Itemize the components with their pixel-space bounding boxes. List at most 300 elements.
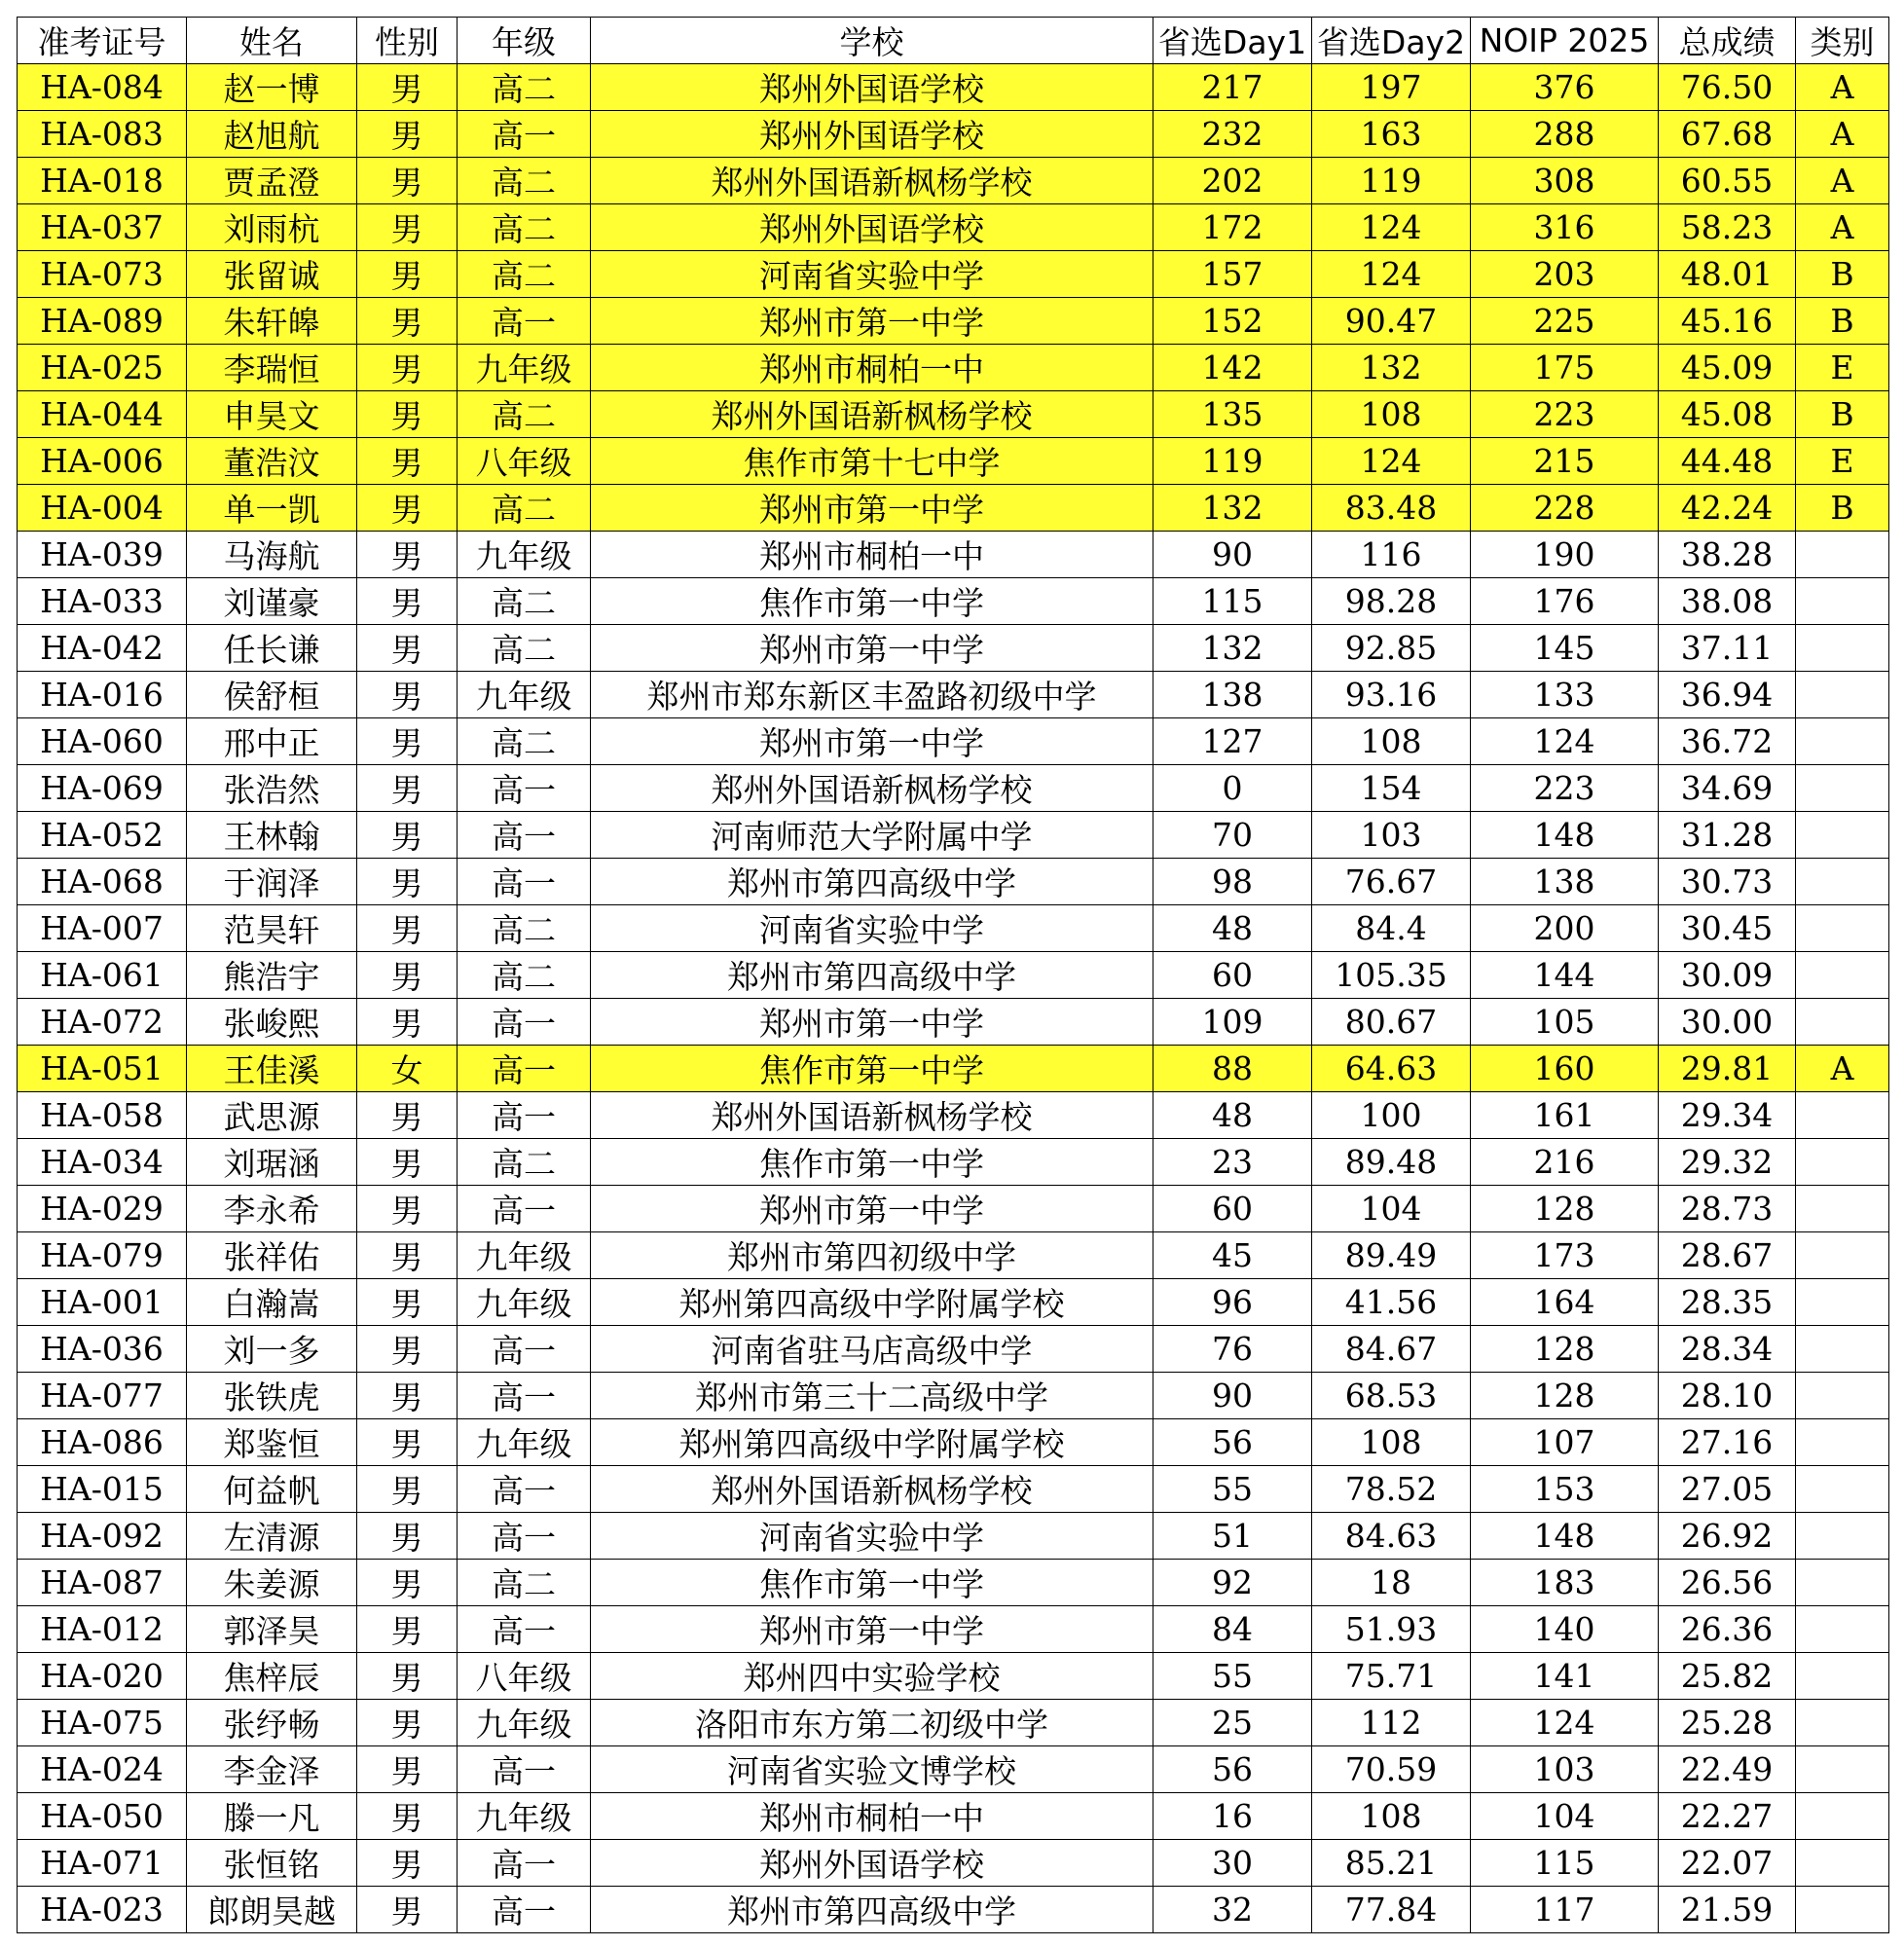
- cell-grade: 高一: [458, 999, 591, 1046]
- cell-total: 76.50: [1659, 64, 1796, 111]
- cell-category: A: [1796, 1046, 1889, 1092]
- table-row: [18, 625, 1889, 672]
- cell-day2: 41.56: [1312, 1279, 1471, 1326]
- cell-gender: 男: [357, 1793, 458, 1840]
- cell-gender: 男: [357, 64, 458, 111]
- cell-grade: 高二: [458, 158, 591, 204]
- cell-gender: 男: [357, 298, 458, 345]
- cell-gender: 男: [357, 485, 458, 532]
- cell-name: 张留诚: [187, 251, 357, 298]
- cell-day2: 112: [1312, 1700, 1471, 1746]
- cell-grade: 高二: [458, 952, 591, 999]
- cell-day2: 92.85: [1312, 625, 1471, 672]
- cell-exam-id: HA-079: [18, 1232, 187, 1279]
- cell-total: 29.32: [1659, 1139, 1796, 1186]
- cell-category: [1796, 578, 1889, 625]
- cell-exam-id: HA-052: [18, 812, 187, 859]
- cell-category: [1796, 859, 1889, 905]
- cell-exam-id: HA-092: [18, 1513, 187, 1560]
- cell-name: 赵旭航: [187, 111, 357, 158]
- table-row: [18, 345, 1889, 391]
- cell-grade: 高二: [458, 1560, 591, 1606]
- cell-category: [1796, 905, 1889, 952]
- cell-gender: 男: [357, 1139, 458, 1186]
- cell-exam-id: HA-006: [18, 438, 187, 485]
- cell-day2: 93.16: [1312, 672, 1471, 718]
- cell-total: 27.05: [1659, 1466, 1796, 1513]
- cell-category: B: [1796, 298, 1889, 345]
- cell-day2: 90.47: [1312, 298, 1471, 345]
- cell-total: 45.09: [1659, 345, 1796, 391]
- cell-exam-id: HA-033: [18, 578, 187, 625]
- cell-name: 任长谦: [187, 625, 357, 672]
- cell-gender: 男: [357, 1466, 458, 1513]
- cell-total: 28.10: [1659, 1373, 1796, 1419]
- cell-noip: 140: [1471, 1606, 1659, 1653]
- cell-name: 于润泽: [187, 859, 357, 905]
- cell-gender: 男: [357, 905, 458, 952]
- cell-noip: 128: [1471, 1373, 1659, 1419]
- cell-name: 郑鉴恒: [187, 1419, 357, 1466]
- cell-day2: 84.67: [1312, 1326, 1471, 1373]
- cell-exam-id: HA-004: [18, 485, 187, 532]
- cell-gender: 男: [357, 1887, 458, 1933]
- cell-school: 郑州市第四高级中学: [591, 859, 1153, 905]
- cell-school: 郑州外国语学校: [591, 1840, 1153, 1887]
- header-grade: 年级: [458, 18, 591, 64]
- cell-exam-id: HA-007: [18, 905, 187, 952]
- cell-school: 郑州市郑东新区丰盈路初级中学: [591, 672, 1153, 718]
- table-row: [18, 298, 1889, 345]
- cell-noip: 376: [1471, 64, 1659, 111]
- cell-category: [1796, 1746, 1889, 1793]
- cell-name: 李金泽: [187, 1746, 357, 1793]
- cell-gender: 男: [357, 345, 458, 391]
- cell-noip: 316: [1471, 204, 1659, 251]
- cell-name: 刘谨豪: [187, 578, 357, 625]
- cell-noip: 153: [1471, 1466, 1659, 1513]
- cell-total: 26.36: [1659, 1606, 1796, 1653]
- header-row: [18, 18, 1889, 64]
- cell-school: 郑州外国语新枫杨学校: [591, 1466, 1153, 1513]
- cell-total: 36.94: [1659, 672, 1796, 718]
- cell-school: 郑州市第四高级中学: [591, 1887, 1153, 1933]
- cell-exam-id: HA-058: [18, 1092, 187, 1139]
- cell-total: 21.59: [1659, 1887, 1796, 1933]
- cell-school: 郑州外国语新枫杨学校: [591, 391, 1153, 438]
- cell-noip: 190: [1471, 532, 1659, 578]
- cell-day1: 48: [1153, 1092, 1312, 1139]
- cell-name: 张铁虎: [187, 1373, 357, 1419]
- cell-grade: 高一: [458, 1373, 591, 1419]
- cell-name: 刘雨杭: [187, 204, 357, 251]
- cell-grade: 高一: [458, 1326, 591, 1373]
- cell-day1: 51: [1153, 1513, 1312, 1560]
- table-row: [18, 1606, 1889, 1653]
- cell-noip: 203: [1471, 251, 1659, 298]
- cell-day1: 92: [1153, 1560, 1312, 1606]
- cell-total: 42.24: [1659, 485, 1796, 532]
- cell-school: 焦作市第十七中学: [591, 438, 1153, 485]
- cell-noip: 223: [1471, 765, 1659, 812]
- table-row: [18, 905, 1889, 952]
- cell-total: 28.34: [1659, 1326, 1796, 1373]
- cell-category: [1796, 1887, 1889, 1933]
- cell-name: 朱姜源: [187, 1560, 357, 1606]
- cell-day2: 83.48: [1312, 485, 1471, 532]
- cell-day2: 78.52: [1312, 1466, 1471, 1513]
- cell-category: [1796, 1793, 1889, 1840]
- cell-noip: 124: [1471, 718, 1659, 765]
- cell-total: 22.27: [1659, 1793, 1796, 1840]
- cell-day1: 142: [1153, 345, 1312, 391]
- cell-category: [1796, 1092, 1889, 1139]
- cell-total: 60.55: [1659, 158, 1796, 204]
- cell-exam-id: HA-069: [18, 765, 187, 812]
- cell-day1: 76: [1153, 1326, 1312, 1373]
- cell-total: 30.09: [1659, 952, 1796, 999]
- cell-exam-id: HA-073: [18, 251, 187, 298]
- cell-noip: 133: [1471, 672, 1659, 718]
- cell-day2: 103: [1312, 812, 1471, 859]
- cell-name: 熊浩宇: [187, 952, 357, 999]
- table-row: [18, 1046, 1889, 1092]
- cell-noip: 148: [1471, 1513, 1659, 1560]
- cell-grade: 高一: [458, 1840, 591, 1887]
- cell-gender: 男: [357, 1419, 458, 1466]
- cell-grade: 八年级: [458, 438, 591, 485]
- cell-name: 张纾畅: [187, 1700, 357, 1746]
- cell-total: 38.28: [1659, 532, 1796, 578]
- cell-day1: 109: [1153, 999, 1312, 1046]
- table-row: [18, 1326, 1889, 1373]
- cell-gender: 男: [357, 1279, 458, 1326]
- cell-day1: 55: [1153, 1466, 1312, 1513]
- cell-day2: 108: [1312, 1793, 1471, 1840]
- cell-school: 郑州第四高级中学附属学校: [591, 1419, 1153, 1466]
- table-row: [18, 1279, 1889, 1326]
- cell-total: 37.11: [1659, 625, 1796, 672]
- cell-grade: 高一: [458, 765, 591, 812]
- cell-day1: 138: [1153, 672, 1312, 718]
- cell-day2: 119: [1312, 158, 1471, 204]
- cell-name: 朱轩皞: [187, 298, 357, 345]
- cell-noip: 117: [1471, 1887, 1659, 1933]
- cell-exam-id: HA-083: [18, 111, 187, 158]
- cell-category: [1796, 765, 1889, 812]
- cell-name: 刘一多: [187, 1326, 357, 1373]
- cell-grade: 高二: [458, 578, 591, 625]
- cell-gender: 男: [357, 1560, 458, 1606]
- cell-school: 郑州外国语学校: [591, 204, 1153, 251]
- cell-name: 马海航: [187, 532, 357, 578]
- cell-category: E: [1796, 438, 1889, 485]
- cell-name: 刘琚涵: [187, 1139, 357, 1186]
- cell-school: 郑州市第一中学: [591, 485, 1153, 532]
- cell-category: [1796, 718, 1889, 765]
- cell-exam-id: HA-012: [18, 1606, 187, 1653]
- score-table: [17, 17, 1889, 1933]
- cell-school: 焦作市第一中学: [591, 1046, 1153, 1092]
- cell-total: 29.81: [1659, 1046, 1796, 1092]
- cell-school: 郑州外国语新枫杨学校: [591, 1092, 1153, 1139]
- cell-school: 郑州四中实验学校: [591, 1653, 1153, 1700]
- cell-name: 滕一凡: [187, 1793, 357, 1840]
- header-day2: 省选Day2: [1312, 18, 1471, 64]
- cell-day1: 132: [1153, 485, 1312, 532]
- cell-name: 李永希: [187, 1186, 357, 1232]
- cell-grade: 高一: [458, 859, 591, 905]
- cell-day2: 64.63: [1312, 1046, 1471, 1092]
- cell-total: 30.00: [1659, 999, 1796, 1046]
- cell-total: 22.49: [1659, 1746, 1796, 1793]
- table-row: [18, 1746, 1889, 1793]
- header-total: 总成绩: [1659, 18, 1796, 64]
- cell-category: [1796, 532, 1889, 578]
- cell-day2: 84.63: [1312, 1513, 1471, 1560]
- cell-noip: 161: [1471, 1092, 1659, 1139]
- cell-total: 26.56: [1659, 1560, 1796, 1606]
- cell-category: [1796, 1466, 1889, 1513]
- cell-school: 郑州市第一中学: [591, 1606, 1153, 1653]
- cell-day1: 232: [1153, 111, 1312, 158]
- cell-day2: 84.4: [1312, 905, 1471, 952]
- cell-school: 郑州市第四高级中学: [591, 952, 1153, 999]
- cell-gender: 男: [357, 1513, 458, 1560]
- cell-name: 何益帆: [187, 1466, 357, 1513]
- cell-day1: 60: [1153, 1186, 1312, 1232]
- table-row: [18, 1793, 1889, 1840]
- table-row: [18, 812, 1889, 859]
- cell-name: 王佳溪: [187, 1046, 357, 1092]
- cell-category: B: [1796, 251, 1889, 298]
- cell-day1: 157: [1153, 251, 1312, 298]
- cell-day1: 119: [1153, 438, 1312, 485]
- cell-noip: 107: [1471, 1419, 1659, 1466]
- cell-noip: 128: [1471, 1186, 1659, 1232]
- cell-noip: 105: [1471, 999, 1659, 1046]
- cell-school: 郑州第四高级中学附属学校: [591, 1279, 1153, 1326]
- cell-category: A: [1796, 158, 1889, 204]
- cell-exam-id: HA-036: [18, 1326, 187, 1373]
- cell-gender: 男: [357, 1700, 458, 1746]
- cell-category: B: [1796, 391, 1889, 438]
- cell-gender: 男: [357, 1373, 458, 1419]
- cell-exam-id: HA-051: [18, 1046, 187, 1092]
- cell-name: 范昊轩: [187, 905, 357, 952]
- table-row: [18, 204, 1889, 251]
- cell-day1: 127: [1153, 718, 1312, 765]
- cell-total: 45.08: [1659, 391, 1796, 438]
- cell-day2: 51.93: [1312, 1606, 1471, 1653]
- table-row: [18, 158, 1889, 204]
- table-row: [18, 485, 1889, 532]
- table-row: [18, 718, 1889, 765]
- cell-grade: 高二: [458, 251, 591, 298]
- cell-school: 郑州市第一中学: [591, 625, 1153, 672]
- cell-day1: 135: [1153, 391, 1312, 438]
- cell-total: 58.23: [1659, 204, 1796, 251]
- cell-day2: 75.71: [1312, 1653, 1471, 1700]
- cell-name: 郎朗昊越: [187, 1887, 357, 1933]
- cell-noip: 308: [1471, 158, 1659, 204]
- cell-grade: 高一: [458, 812, 591, 859]
- cell-day2: 70.59: [1312, 1746, 1471, 1793]
- cell-name: 侯舒桓: [187, 672, 357, 718]
- cell-exam-id: HA-015: [18, 1466, 187, 1513]
- cell-day1: 32: [1153, 1887, 1312, 1933]
- cell-grade: 高一: [458, 1092, 591, 1139]
- header-exam-id: 准考证号: [18, 18, 187, 64]
- cell-gender: 男: [357, 1092, 458, 1139]
- cell-exam-id: HA-071: [18, 1840, 187, 1887]
- cell-total: 30.73: [1659, 859, 1796, 905]
- table-row: [18, 578, 1889, 625]
- cell-noip: 128: [1471, 1326, 1659, 1373]
- table-row: [18, 1887, 1889, 1933]
- cell-school: 郑州外国语新枫杨学校: [591, 765, 1153, 812]
- cell-grade: 九年级: [458, 1700, 591, 1746]
- cell-total: 36.72: [1659, 718, 1796, 765]
- table-row: [18, 1700, 1889, 1746]
- cell-exam-id: HA-034: [18, 1139, 187, 1186]
- cell-total: 27.16: [1659, 1419, 1796, 1466]
- cell-total: 48.01: [1659, 251, 1796, 298]
- cell-gender: 男: [357, 1326, 458, 1373]
- table-row: [18, 1373, 1889, 1419]
- cell-category: [1796, 999, 1889, 1046]
- cell-gender: 男: [357, 1232, 458, 1279]
- cell-day1: 132: [1153, 625, 1312, 672]
- cell-school: 焦作市第一中学: [591, 1560, 1153, 1606]
- cell-day2: 68.53: [1312, 1373, 1471, 1419]
- cell-category: [1796, 1560, 1889, 1606]
- cell-day2: 124: [1312, 251, 1471, 298]
- cell-day1: 88: [1153, 1046, 1312, 1092]
- cell-gender: 男: [357, 718, 458, 765]
- cell-name: 张祥佑: [187, 1232, 357, 1279]
- cell-grade: 高一: [458, 1606, 591, 1653]
- cell-day1: 70: [1153, 812, 1312, 859]
- cell-exam-id: HA-050: [18, 1793, 187, 1840]
- table-row: [18, 1419, 1889, 1466]
- cell-day1: 56: [1153, 1746, 1312, 1793]
- cell-noip: 216: [1471, 1139, 1659, 1186]
- cell-category: [1796, 1513, 1889, 1560]
- cell-name: 王林翰: [187, 812, 357, 859]
- table-row: [18, 438, 1889, 485]
- header-noip: NOIP 2025: [1471, 18, 1659, 64]
- cell-grade: 高一: [458, 1513, 591, 1560]
- table-row: [18, 391, 1889, 438]
- cell-grade: 九年级: [458, 672, 591, 718]
- cell-total: 25.82: [1659, 1653, 1796, 1700]
- cell-noip: 104: [1471, 1793, 1659, 1840]
- cell-noip: 160: [1471, 1046, 1659, 1092]
- cell-grade: 高二: [458, 485, 591, 532]
- cell-category: B: [1796, 485, 1889, 532]
- cell-day2: 76.67: [1312, 859, 1471, 905]
- cell-exam-id: HA-061: [18, 952, 187, 999]
- cell-gender: 男: [357, 391, 458, 438]
- cell-category: [1796, 1653, 1889, 1700]
- cell-noip: 176: [1471, 578, 1659, 625]
- cell-name: 单一凯: [187, 485, 357, 532]
- cell-name: 张恒铭: [187, 1840, 357, 1887]
- cell-exam-id: HA-001: [18, 1279, 187, 1326]
- table-row: [18, 1560, 1889, 1606]
- cell-day2: 89.49: [1312, 1232, 1471, 1279]
- cell-noip: 138: [1471, 859, 1659, 905]
- cell-total: 28.73: [1659, 1186, 1796, 1232]
- cell-school: 郑州市桐柏一中: [591, 345, 1153, 391]
- cell-noip: 148: [1471, 812, 1659, 859]
- table-row: [18, 999, 1889, 1046]
- header-gender: 性别: [357, 18, 458, 64]
- cell-day2: 80.67: [1312, 999, 1471, 1046]
- cell-school: 河南省实验中学: [591, 1513, 1153, 1560]
- table-row: [18, 251, 1889, 298]
- table-row: [18, 1186, 1889, 1232]
- cell-name: 武思源: [187, 1092, 357, 1139]
- cell-exam-id: HA-086: [18, 1419, 187, 1466]
- cell-day2: 163: [1312, 111, 1471, 158]
- cell-exam-id: HA-060: [18, 718, 187, 765]
- cell-category: [1796, 1373, 1889, 1419]
- cell-day2: 154: [1312, 765, 1471, 812]
- cell-category: E: [1796, 345, 1889, 391]
- cell-total: 38.08: [1659, 578, 1796, 625]
- cell-total: 28.67: [1659, 1232, 1796, 1279]
- cell-total: 29.34: [1659, 1092, 1796, 1139]
- cell-school: 郑州市第四初级中学: [591, 1232, 1153, 1279]
- cell-day1: 56: [1153, 1419, 1312, 1466]
- cell-noip: 141: [1471, 1653, 1659, 1700]
- cell-grade: 九年级: [458, 532, 591, 578]
- cell-exam-id: HA-075: [18, 1700, 187, 1746]
- cell-school: 郑州外国语新枫杨学校: [591, 158, 1153, 204]
- cell-exam-id: HA-087: [18, 1560, 187, 1606]
- cell-day2: 124: [1312, 204, 1471, 251]
- cell-total: 25.28: [1659, 1700, 1796, 1746]
- cell-gender: 男: [357, 625, 458, 672]
- cell-day1: 23: [1153, 1139, 1312, 1186]
- table-row: [18, 64, 1889, 111]
- cell-category: [1796, 625, 1889, 672]
- cell-total: 44.48: [1659, 438, 1796, 485]
- cell-school: 焦作市第一中学: [591, 578, 1153, 625]
- header-school: 学校: [591, 18, 1153, 64]
- cell-day1: 90: [1153, 1373, 1312, 1419]
- cell-total: 45.16: [1659, 298, 1796, 345]
- cell-grade: 高一: [458, 1046, 591, 1092]
- cell-category: [1796, 1840, 1889, 1887]
- cell-day1: 30: [1153, 1840, 1312, 1887]
- cell-gender: 男: [357, 1653, 458, 1700]
- cell-grade: 九年级: [458, 1793, 591, 1840]
- cell-grade: 高二: [458, 204, 591, 251]
- cell-day1: 25: [1153, 1700, 1312, 1746]
- cell-school: 郑州市桐柏一中: [591, 532, 1153, 578]
- cell-category: A: [1796, 111, 1889, 158]
- cell-total: 30.45: [1659, 905, 1796, 952]
- cell-day1: 98: [1153, 859, 1312, 905]
- cell-gender: 男: [357, 204, 458, 251]
- header-category: 类别: [1796, 18, 1889, 64]
- cell-noip: 228: [1471, 485, 1659, 532]
- cell-day1: 84: [1153, 1606, 1312, 1653]
- cell-school: 郑州市第一中学: [591, 298, 1153, 345]
